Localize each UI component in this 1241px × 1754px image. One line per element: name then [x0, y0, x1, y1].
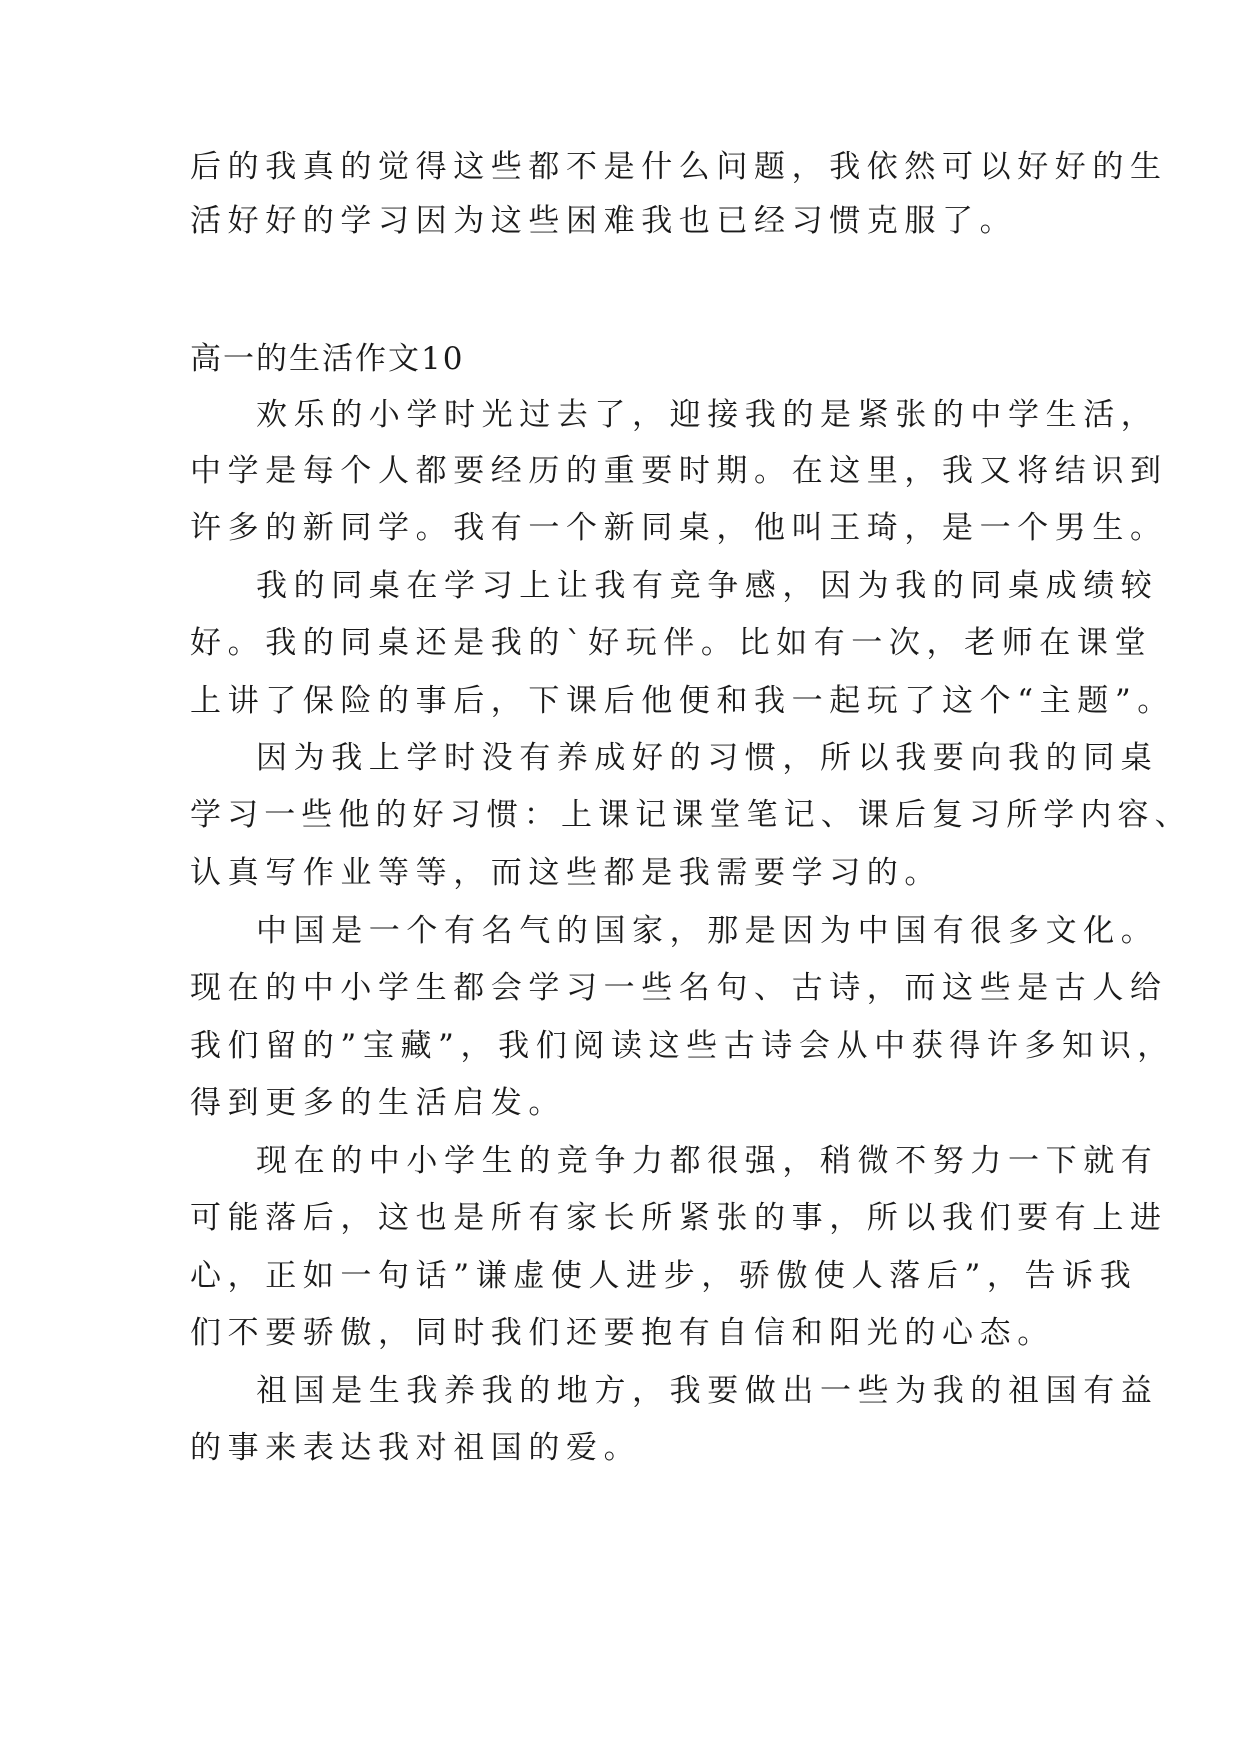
text-line: 可能落后，这也是所有家长所紧张的事，所以我们要有上进: [190, 1200, 1168, 1236]
text-line: 上讲了保险的事后，下课后他便和我一起玩了这个“主题”。: [190, 683, 1175, 719]
paragraph-line: 我的同桌在学习上让我有竞争感，因为我的同桌成绩较: [256, 568, 1159, 604]
text-line: 许多的新同学。我有一个新同桌，他叫王琦，是一个男生。: [190, 510, 1168, 546]
text-line: 们不要骄傲，同时我们还要抱有自信和阳光的心态。: [190, 1315, 1055, 1351]
section-title: 高一的生活作文10: [190, 341, 465, 377]
text-line: 现在的中小学生都会学习一些名句、古诗，而这些是古人给: [190, 970, 1168, 1006]
text-line: 好。我的同桌还是我的`好玩伴。比如有一次，老师在课堂: [190, 625, 1153, 661]
paragraph-line: 祖国是生我养我的地方，我要做出一些为我的祖国有益: [256, 1373, 1159, 1409]
paragraph-line: 现在的中小学生的竞争力都很强，稍微不努力一下就有: [256, 1143, 1159, 1179]
text-line: 学习一些他的好习惯：上课记课堂笔记、课后复习所学内容、: [190, 797, 1192, 833]
text-line: 我们留的”宝藏”，我们阅读这些古诗会从中获得许多知识，: [190, 1028, 1175, 1064]
text-line: 后的我真的觉得这些都不是什么问题，我依然可以好好的生: [190, 149, 1168, 185]
text-line: 心，正如一句话”谦虚使人进步，骄傲使人落后”，告诉我: [190, 1258, 1138, 1294]
paragraph-line: 欢乐的小学时光过去了，迎接我的是紧张的中学生活，: [256, 397, 1159, 433]
text-line: 认真写作业等等，而这些都是我需要学习的。: [190, 855, 942, 891]
text-line: 的事来表达我对祖国的爱。: [190, 1430, 642, 1466]
paragraph-line: 因为我上学时没有养成好的习惯，所以我要向我的同桌: [256, 740, 1159, 776]
paragraph-line: 中国是一个有名气的国家，那是因为中国有很多文化。: [256, 913, 1159, 949]
text-line: 中学是每个人都要经历的重要时期。在这里，我又将结识到: [190, 453, 1168, 489]
text-line: 活好好的学习因为这些困难我也已经习惯克服了。: [190, 203, 1018, 239]
text-line: 得到更多的生活启发。: [190, 1085, 566, 1121]
